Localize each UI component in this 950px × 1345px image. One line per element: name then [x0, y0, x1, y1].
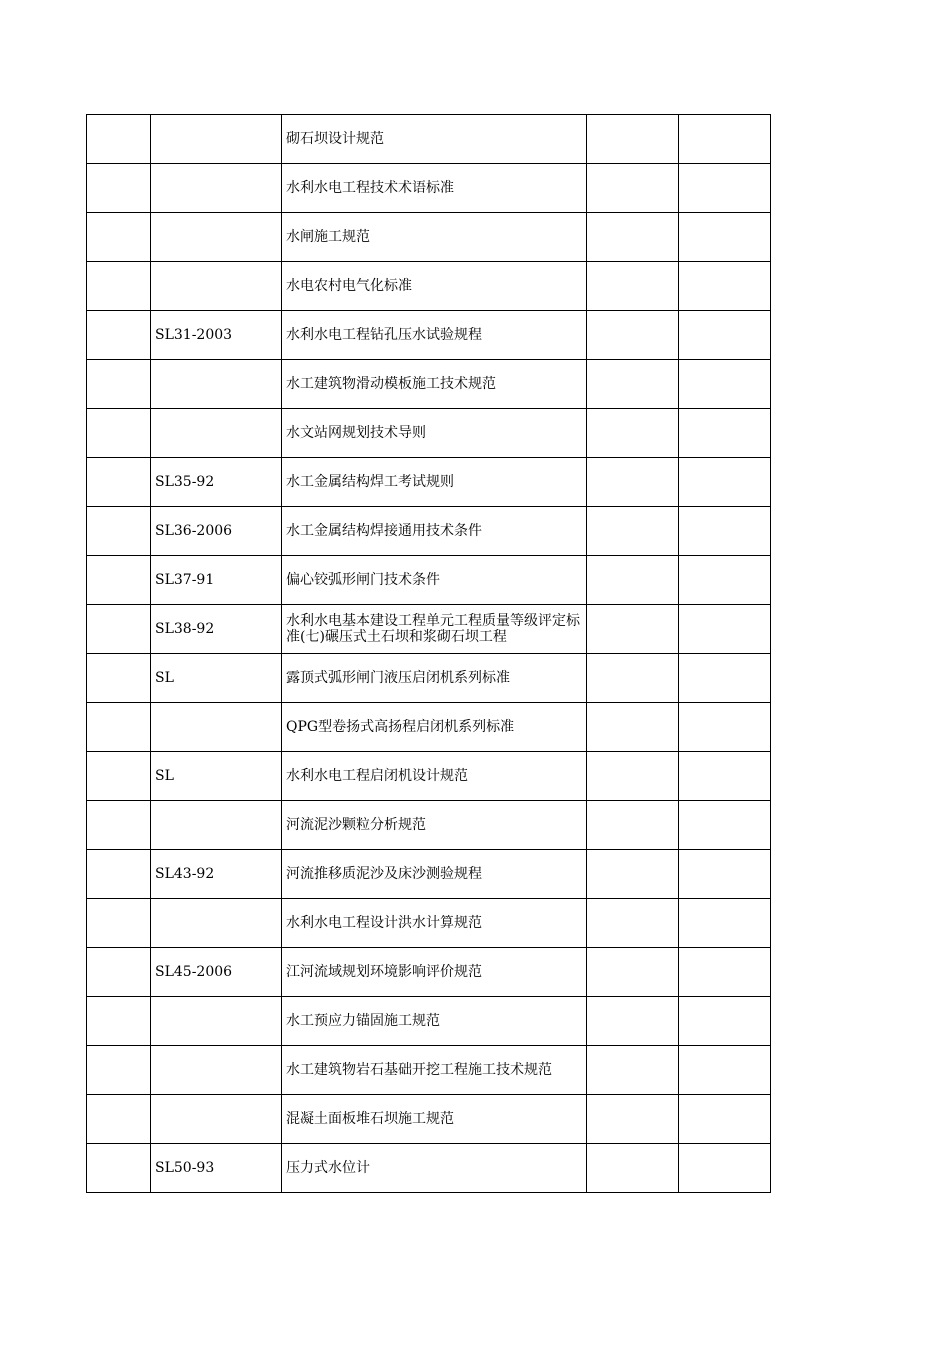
blank-cell-b[interactable]	[679, 899, 771, 948]
blank-cell-a[interactable]	[587, 164, 679, 213]
name-text: QPG型卷扬式高扬程启闭机系列标准	[286, 719, 515, 735]
table-row	[87, 409, 771, 458]
table-row	[87, 458, 771, 507]
code-cell[interactable]	[151, 115, 282, 164]
name-cell[interactable]	[282, 311, 587, 360]
blank-cell-b[interactable]	[679, 997, 771, 1046]
code-cell[interactable]: SL38-92	[151, 605, 282, 654]
index-cell[interactable]	[87, 458, 151, 507]
name-cell[interactable]	[282, 948, 587, 997]
index-cell[interactable]	[87, 311, 151, 360]
blank-cell-b[interactable]	[679, 948, 771, 997]
index-cell[interactable]	[87, 654, 151, 703]
blank-cell-a[interactable]	[587, 262, 679, 311]
index-cell[interactable]	[87, 262, 151, 311]
index-cell[interactable]	[87, 409, 151, 458]
table-row	[87, 115, 771, 164]
blank-cell-a[interactable]	[587, 556, 679, 605]
blank-cell-b[interactable]	[679, 850, 771, 899]
code-cell[interactable]	[151, 360, 282, 409]
blank-cell-b[interactable]	[679, 311, 771, 360]
name-cell[interactable]	[282, 360, 587, 409]
name-text: 水工建筑物滑动模板施工技术规范	[286, 376, 496, 392]
index-cell[interactable]	[87, 164, 151, 213]
blank-cell-a[interactable]	[587, 1095, 679, 1144]
index-cell[interactable]	[87, 507, 151, 556]
standards-table	[86, 114, 771, 1193]
index-cell[interactable]	[87, 899, 151, 948]
index-cell[interactable]	[87, 703, 151, 752]
index-cell[interactable]	[87, 997, 151, 1046]
index-cell[interactable]	[87, 752, 151, 801]
index-cell[interactable]	[87, 605, 151, 654]
blank-cell-b[interactable]	[679, 507, 771, 556]
name-cell[interactable]	[282, 507, 587, 556]
index-cell[interactable]	[87, 1144, 151, 1193]
name-text: 水利水电工程钻孔压水试验规程	[286, 327, 482, 343]
blank-cell-a[interactable]	[587, 752, 679, 801]
name-text: 水工金属结构焊接通用技术条件	[286, 523, 482, 539]
table-row	[87, 1095, 771, 1144]
standards-table-body	[87, 115, 771, 1193]
blank-cell-a[interactable]	[587, 899, 679, 948]
name-cell[interactable]	[282, 164, 587, 213]
name-text: 露顶式弧形闸门液压启闭机系列标准	[286, 670, 510, 686]
blank-cell-b[interactable]	[679, 164, 771, 213]
name-text: 河流推移质泥沙及床沙测验规程	[286, 866, 482, 882]
code-cell[interactable]	[151, 1095, 282, 1144]
code-cell[interactable]	[151, 703, 282, 752]
name-cell[interactable]	[282, 850, 587, 899]
name-text: 河流泥沙颗粒分析规范	[286, 817, 426, 833]
name-cell[interactable]	[282, 752, 587, 801]
blank-cell-b[interactable]	[679, 605, 771, 654]
name-text: 水利水电工程设计洪水计算规范	[286, 915, 482, 931]
code-cell[interactable]	[151, 164, 282, 213]
index-cell[interactable]	[87, 556, 151, 605]
table-row	[87, 703, 771, 752]
name-text: 砌石坝设计规范	[286, 131, 384, 147]
name-cell[interactable]	[282, 213, 587, 262]
table-row	[87, 1046, 771, 1095]
table-row	[87, 605, 771, 654]
blank-cell-b[interactable]	[679, 801, 771, 850]
blank-cell-a[interactable]	[587, 458, 679, 507]
name-cell[interactable]	[282, 1095, 587, 1144]
index-cell[interactable]	[87, 801, 151, 850]
blank-cell-a[interactable]	[587, 507, 679, 556]
blank-cell-a[interactable]	[587, 801, 679, 850]
index-cell[interactable]	[87, 948, 151, 997]
table-row	[87, 213, 771, 262]
blank-cell-b[interactable]	[679, 654, 771, 703]
code-cell[interactable]: SL	[151, 752, 282, 801]
blank-cell-b[interactable]	[679, 1095, 771, 1144]
index-cell[interactable]	[87, 1046, 151, 1095]
name-cell[interactable]	[282, 262, 587, 311]
name-cell[interactable]	[282, 654, 587, 703]
code-cell[interactable]: SL36-2006	[151, 507, 282, 556]
blank-cell-a[interactable]	[587, 948, 679, 997]
table-row	[87, 752, 771, 801]
table-row	[87, 360, 771, 409]
blank-cell-b[interactable]	[679, 458, 771, 507]
blank-cell-b[interactable]	[679, 703, 771, 752]
table-row	[87, 654, 771, 703]
blank-cell-b[interactable]	[679, 752, 771, 801]
blank-cell-a[interactable]	[587, 115, 679, 164]
table-row	[87, 311, 771, 360]
blank-cell-b[interactable]	[679, 556, 771, 605]
name-cell[interactable]	[282, 801, 587, 850]
name-text: 水工金属结构焊工考试规则	[286, 474, 454, 490]
blank-cell-a[interactable]	[587, 311, 679, 360]
index-cell[interactable]	[87, 115, 151, 164]
name-text: 压力式水位计	[286, 1160, 370, 1176]
name-cell[interactable]	[282, 1046, 587, 1095]
code-cell[interactable]: SL35-92	[151, 458, 282, 507]
name-cell[interactable]	[282, 997, 587, 1046]
code-cell[interactable]: SL37-91	[151, 556, 282, 605]
table-row	[87, 507, 771, 556]
table-row	[87, 556, 771, 605]
blank-cell-a[interactable]	[587, 1144, 679, 1193]
index-cell[interactable]	[87, 850, 151, 899]
index-cell[interactable]	[87, 213, 151, 262]
blank-cell-b[interactable]	[679, 1046, 771, 1095]
blank-cell-b[interactable]	[679, 213, 771, 262]
blank-cell-b[interactable]	[679, 409, 771, 458]
name-cell[interactable]	[282, 899, 587, 948]
name-text: 偏心铰弧形闸门技术条件	[286, 572, 440, 588]
name-text: 混凝土面板堆石坝施工规范	[286, 1111, 454, 1127]
name-cell[interactable]	[282, 458, 587, 507]
blank-cell-a[interactable]	[587, 997, 679, 1046]
table-row	[87, 801, 771, 850]
code-cell[interactable]: SL45-2006	[151, 948, 282, 997]
name-cell[interactable]	[282, 703, 587, 752]
table-row	[87, 899, 771, 948]
index-cell[interactable]	[87, 1095, 151, 1144]
table-row	[87, 997, 771, 1046]
blank-cell-a[interactable]	[587, 654, 679, 703]
code-cell[interactable]	[151, 899, 282, 948]
name-text: 水工建筑物岩石基础开挖工程施工技术规范	[286, 1062, 552, 1078]
table-row	[87, 948, 771, 997]
blank-cell-a[interactable]	[587, 605, 679, 654]
code-cell[interactable]	[151, 997, 282, 1046]
blank-cell-a[interactable]	[587, 360, 679, 409]
name-text: 江河流域规划环境影响评价规范	[286, 964, 482, 980]
blank-cell-a[interactable]	[587, 409, 679, 458]
table-row	[87, 1144, 771, 1193]
blank-cell-a[interactable]	[587, 1046, 679, 1095]
code-cell[interactable]	[151, 1046, 282, 1095]
name-cell[interactable]	[282, 409, 587, 458]
code-cell[interactable]	[151, 262, 282, 311]
code-cell[interactable]: SL50-93	[151, 1144, 282, 1193]
name-text: 水利水电工程技术术语标准	[286, 180, 454, 196]
blank-cell-b[interactable]	[679, 115, 771, 164]
blank-cell-a[interactable]	[587, 850, 679, 899]
code-cell[interactable]: SL43-92	[151, 850, 282, 899]
name-text: 水闸施工规范	[286, 229, 370, 245]
blank-cell-b[interactable]	[679, 262, 771, 311]
name-cell[interactable]	[282, 1144, 587, 1193]
blank-cell-a[interactable]	[587, 703, 679, 752]
name-cell[interactable]	[282, 556, 587, 605]
name-text: 水文站网规划技术导则	[286, 425, 426, 441]
code-cell[interactable]	[151, 409, 282, 458]
blank-cell-a[interactable]	[587, 213, 679, 262]
name-cell[interactable]	[282, 605, 587, 654]
name-text: 水电农村电气化标准	[286, 278, 412, 294]
name-text: 水利水电基本建设工程单元工程质量等级评定标准(七)碾压式土石坝和浆砌石坝工程	[286, 613, 580, 645]
code-cell[interactable]	[151, 801, 282, 850]
code-cell[interactable]	[151, 213, 282, 262]
code-cell[interactable]: SL	[151, 654, 282, 703]
table-row	[87, 164, 771, 213]
name-text: 水利水电工程启闭机设计规范	[286, 768, 468, 784]
name-cell[interactable]	[282, 115, 587, 164]
table-row	[87, 850, 771, 899]
blank-cell-b[interactable]	[679, 360, 771, 409]
table-row	[87, 262, 771, 311]
index-cell[interactable]	[87, 360, 151, 409]
blank-cell-b[interactable]	[679, 1144, 771, 1193]
code-cell[interactable]: SL31-2003	[151, 311, 282, 360]
name-text: 水工预应力锚固施工规范	[286, 1013, 440, 1029]
